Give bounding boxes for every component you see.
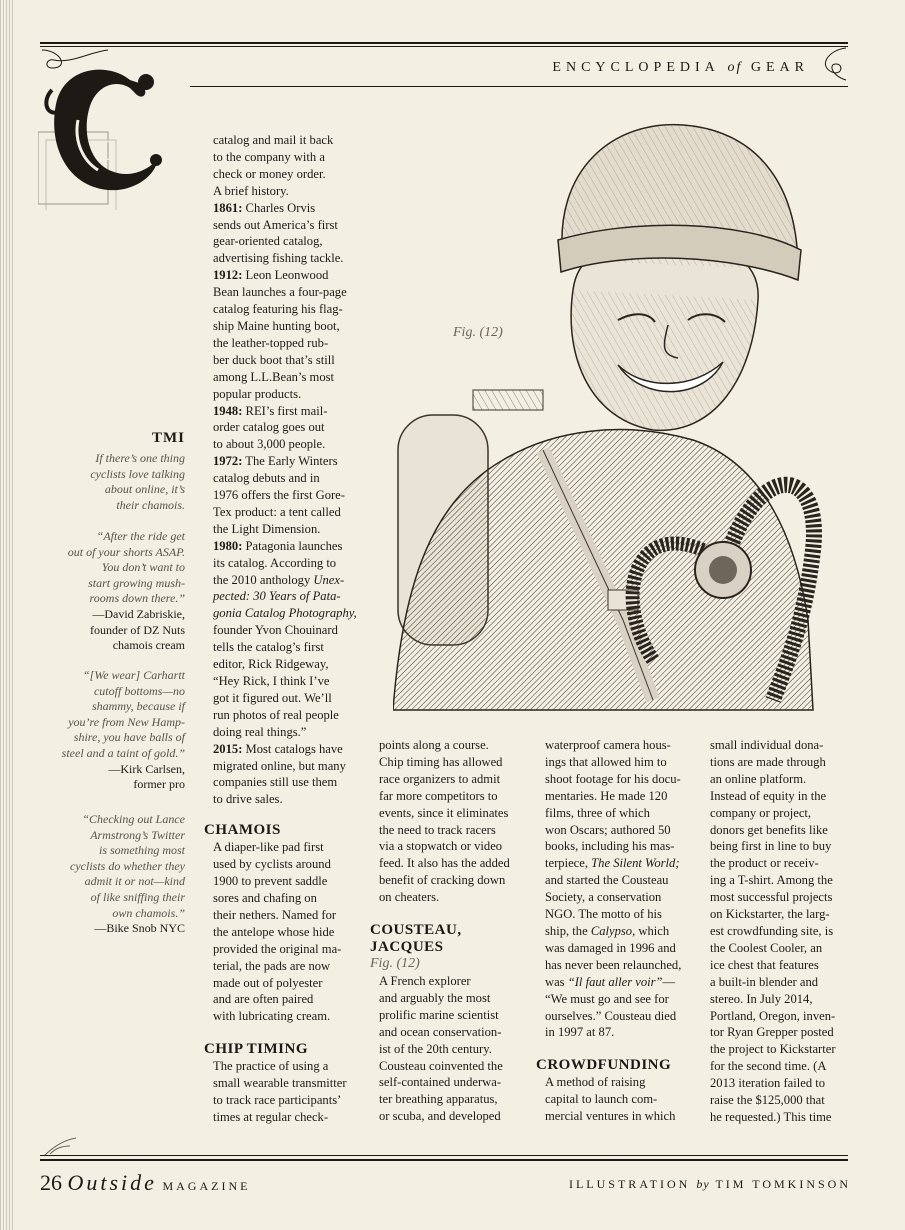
illustration-credit [569,1177,851,1192]
body-line: self-contained underwa- [379,1075,502,1090]
section-title-of: of [727,60,743,75]
entry-heading-cousteau: JACQUES [370,939,444,956]
magazine-name-suffix: MAGAZINE [162,1179,251,1193]
header-rule-top-thin [40,46,848,47]
body-line: race organizers to admit [379,771,501,786]
timeline-year: 1980: [213,538,243,553]
section-title [552,60,809,76]
body-line: got it figured out. We’ll [213,690,332,705]
body-line: small individual dona- [710,738,824,752]
quote-line: Armstrong’s Twitter [90,827,185,842]
quote-line: is something most [98,843,185,858]
book-title: pected: 30 Years of Pata- [213,589,341,604]
text-column-3 [536,737,701,1125]
body-line: Bean launches a four-page [213,285,347,300]
body-text: was [545,974,568,989]
body-line: migrated online, but many [213,758,346,773]
body-line: mentaries. He made 120 [545,788,668,803]
body-line: the antelope whose hide [213,924,335,939]
timeline-year: 1861: [213,200,243,215]
body-line [545,855,701,872]
body-line: feed. It also has the added [379,856,510,871]
body-line: a built-in blender and [710,974,819,989]
text-column-2 [370,737,530,1125]
body-line: est crowdfunding site, is [710,923,834,938]
quote-line: you’re from New Hamp- [68,714,185,729]
body-line: ber duck boot that’s still [213,352,335,367]
quote-line: shire, you have balls of [73,730,185,745]
entry-heading-cousteau: COUSTEAU, [370,922,462,939]
body-line: ice chest that features [710,957,819,972]
body-line: Cousteau coinvented the [379,1058,503,1073]
body-line: made out of polyester [213,975,323,990]
body-line: most successful projects [710,890,833,905]
body-line: on Kickstarter, the larg- [710,907,830,922]
quote-attribution: —Kirk Carlsen, [108,761,185,776]
body-line: company or project, [710,805,812,820]
timeline-year: 1912: [213,268,243,283]
body-line: ing a T-shirt. Among the [710,873,833,888]
body-line: doing real things.” [213,724,307,739]
body-line: 1900 to prevent saddle [213,874,328,889]
quote-attribution: —Bike Snob NYC [94,921,185,936]
body-line: far more competitors to [379,788,498,803]
sidebar-line: their chamois. [116,497,185,512]
cousteau-illustration [393,100,833,725]
quote-line: own chamois.” [112,905,185,920]
book-title: The Silent World; [591,856,680,871]
body-text: — [662,974,676,989]
body-line: raise the $125,000 that [710,1093,825,1108]
body-line: Tex product: a tent called [213,504,341,519]
body-line: ter breathing apparatus, [379,1092,498,1107]
body-line: for the second time. (A [710,1059,827,1074]
body-line: tor Ryan Grepper posted [710,1025,834,1040]
body-line: gear-oriented catalog, [213,234,323,249]
section-title-word: ENCYCLOPEDIA [552,60,719,75]
credit-text: ILLUSTRATION [568,1177,691,1191]
body-line: order catalog goes out [213,420,325,435]
ornamental-drop-cap [38,60,168,210]
body-line: shoot footage for his docu- [545,771,681,786]
entry-heading-chamois: CHAMOIS [204,822,281,839]
body-line: points along a course. [379,738,489,752]
body-line: won Oscars; authored 50 [545,822,671,837]
body-line: catalog featuring his flag- [213,302,343,317]
sidebar-heading: TMI [152,430,185,446]
body-line: he requested.) This time [710,1109,832,1124]
quote-attribution: —David Zabriskie, [92,606,185,621]
ship-name: Calypso, [590,923,636,938]
body-line: Charles Orvis [242,200,316,215]
body-line: to about 3,000 people. [213,437,326,452]
body-line: capital to launch com- [545,1092,658,1107]
body-line: advertising fishing tackle. [213,251,344,266]
body-line: NGO. The motto of his [545,907,662,922]
body-line: tions are made through [710,754,826,769]
body-line: and arguably the most [379,990,491,1005]
quote-line: out of your shorts ASAP. [67,544,185,559]
body-line: the need to track racers [379,822,496,837]
quote-attribution: former pro [133,777,185,792]
body-line: the product or receiv- [710,856,819,871]
body-line: donors get benefits like [710,822,828,837]
body-line: Patagonia launches [242,538,343,553]
body-line: Most catalogs have [242,741,343,756]
body-text: the 2010 anthology [213,572,314,587]
body-line: A brief history. [213,183,289,198]
sidebar-line: If there’s one thing [95,451,185,465]
body-line: with lubricating cream. [213,1009,331,1024]
quote-line: admit it or not—kind [84,874,185,889]
quote-line: cutoff bottoms—no [93,683,185,698]
body-line [545,974,701,991]
body-line: the project to Kickstarter [710,1042,836,1057]
body-line: its catalog. According to [213,555,337,570]
body-line: benefit of cracking down [379,873,506,888]
body-line: check or money order. [213,166,326,181]
body-line: tells the catalog’s first [213,640,324,655]
body-line: founder Yvon Chouinard [213,623,338,638]
header-flourish-right [808,46,848,86]
timeline-entry [213,453,364,470]
body-text: ship, the [545,923,591,938]
header-rule-bottom [190,86,848,87]
credit-by: by [696,1177,710,1191]
timeline-entry [213,741,364,758]
quote-line: “[We wear] Carhartt [82,668,185,682]
entry-heading-chip-timing: CHIP TIMING [204,1041,308,1058]
body-line: editor, Rick Ridgeway, [213,657,329,672]
timeline-entry [213,403,364,420]
body-line: waterproof camera hous- [545,738,671,752]
page-number: 26 [40,1170,62,1195]
drop-cap-letter: C [94,134,116,167]
body-line: sends out America’s first [213,217,338,232]
body-line: ings that allowed him to [545,754,667,769]
body-line: stereo. In July 2014, [710,991,813,1006]
figure-label: Fig. (12) [453,325,503,340]
body-line: an online platform. [710,771,807,786]
quote-line: “Checking out Lance [82,812,185,826]
body-line: prolific marine scientist [379,1007,499,1022]
body-line: films, three of which [545,805,650,820]
body-line: catalog and mail it back [213,133,334,147]
body-line [213,572,364,589]
body-line: catalog debuts and in [213,471,320,486]
quote-line: start growing mush- [88,575,185,590]
body-line: sores and chafing on [213,890,317,905]
body-line: The practice of using a [213,1059,329,1074]
body-line: Society, a conservation [545,890,662,905]
body-line: was damaged in 1996 and [545,940,676,955]
footer-rule-top [40,1155,848,1156]
body-line: books, including his mas- [545,839,675,854]
text-column-1 [204,132,364,1126]
body-line: being first in line to buy [710,839,832,854]
body-line: 2013 iteration failed to [710,1076,826,1091]
magazine-name: Outside [67,1170,157,1195]
body-line: Chip timing has allowed [379,754,503,769]
footer-folio [40,1170,250,1196]
body-line: and are often paired [213,992,314,1007]
entry-heading-crowdfunding: CROWDFUNDING [536,1057,672,1074]
section-title-word: GEAR [750,60,809,75]
body-line: the Coolest Cooler, an [710,940,823,955]
body-text: terpiece, [545,856,592,871]
timeline-year: 2015: [213,741,243,756]
body-line: or scuba, and developed [379,1109,501,1124]
body-line: 1976 offers the first Gore- [213,488,345,503]
body-line: to the company with a [213,149,325,164]
header-rule-top [40,42,848,44]
body-line: via a stopwatch or video [379,839,503,854]
quote-attribution: founder of DZ Nuts [90,622,185,637]
body-line: run photos of real people [213,707,339,722]
body-line: on cheaters. [379,890,440,905]
quote-line: shammy, because if [92,699,185,714]
body-line: ist of the 20th century. [379,1041,492,1056]
body-line: used by cyclists around [213,857,331,872]
body-line: to track race participants’ [213,1093,342,1108]
sidebar-quote [40,812,185,937]
body-line: ship Maine hunting boot, [213,318,340,333]
body-line: A French explorer [379,973,471,988]
body-line: terial, the pads are now [213,958,331,973]
body-line: small wearable transmitter [213,1076,347,1091]
body-line: A method of raising [545,1075,646,1090]
body-line: ourselves.” Cousteau died [545,1008,677,1023]
text-column-4 [701,737,851,1126]
body-line: has never been relaunched, [545,957,682,972]
body-line: The Early Winters [242,454,338,469]
sidebar-line: about online, it’s [104,482,185,497]
page-binding-edge [0,0,14,1230]
body-line: among L.L.Bean’s most [213,369,335,384]
body-line: and ocean conservation- [379,1024,502,1039]
body-line [545,923,701,940]
timeline-year: 1972: [213,454,243,469]
body-line: REI’s first mail- [242,403,328,418]
body-line: and started the Cousteau [545,873,669,888]
body-text: which [635,923,670,938]
book-title: gonia Catalog Photography, [213,606,357,621]
timeline-entry [213,538,364,555]
body-line: companies still use them [213,775,338,790]
sidebar-line: cyclists love talking [90,466,185,481]
body-line: the Light Dimension. [213,521,321,536]
body-line: events, since it eliminates [379,805,509,820]
quote-line: of like sniffing their [90,889,185,904]
body-line: popular products. [213,386,302,401]
quote-line: You don’t want to [101,560,185,575]
body-line: Portland, Oregon, inven- [710,1008,836,1023]
footer-rule-bottom [40,1159,848,1161]
sidebar-intro [40,451,185,513]
body-line: “Hey Rick, I think I’ve [213,674,330,688]
body-line: the leather-topped rub- [213,335,329,350]
quote-attribution: chamois cream [112,638,185,653]
book-title: Unex- [313,572,345,587]
sidebar-quote [40,529,185,654]
body-line: their nethers. Named for [213,907,337,922]
body-line: A diaper-like pad first [213,840,324,855]
timeline-entry [213,200,364,217]
body-line: mercial ventures in which [545,1109,676,1124]
timeline-entry [213,267,364,284]
quote-line: rooms down there.” [89,591,185,606]
figure-reference: Fig. (12) [370,956,420,972]
motto: “Il faut aller voir” [567,974,663,989]
sidebar-quote [40,668,185,793]
body-line: provided the original ma- [213,941,342,956]
quote-line: “After the ride get [96,529,185,543]
body-line: Leon Leonwood [242,268,329,283]
credit-artist: TIM TOMKINSON [715,1177,851,1191]
quote-line: steel and a taint of gold.” [61,745,185,760]
timeline-year: 1948: [213,403,243,418]
body-line: in 1997 at 87. [545,1025,615,1040]
quote-line: cyclists do whether they [70,858,185,873]
body-line: Instead of equity in the [710,788,827,803]
body-line: to drive sales. [213,792,283,807]
body-line: “We must go and see for [545,991,669,1006]
body-line: times at regular check- [213,1109,329,1124]
